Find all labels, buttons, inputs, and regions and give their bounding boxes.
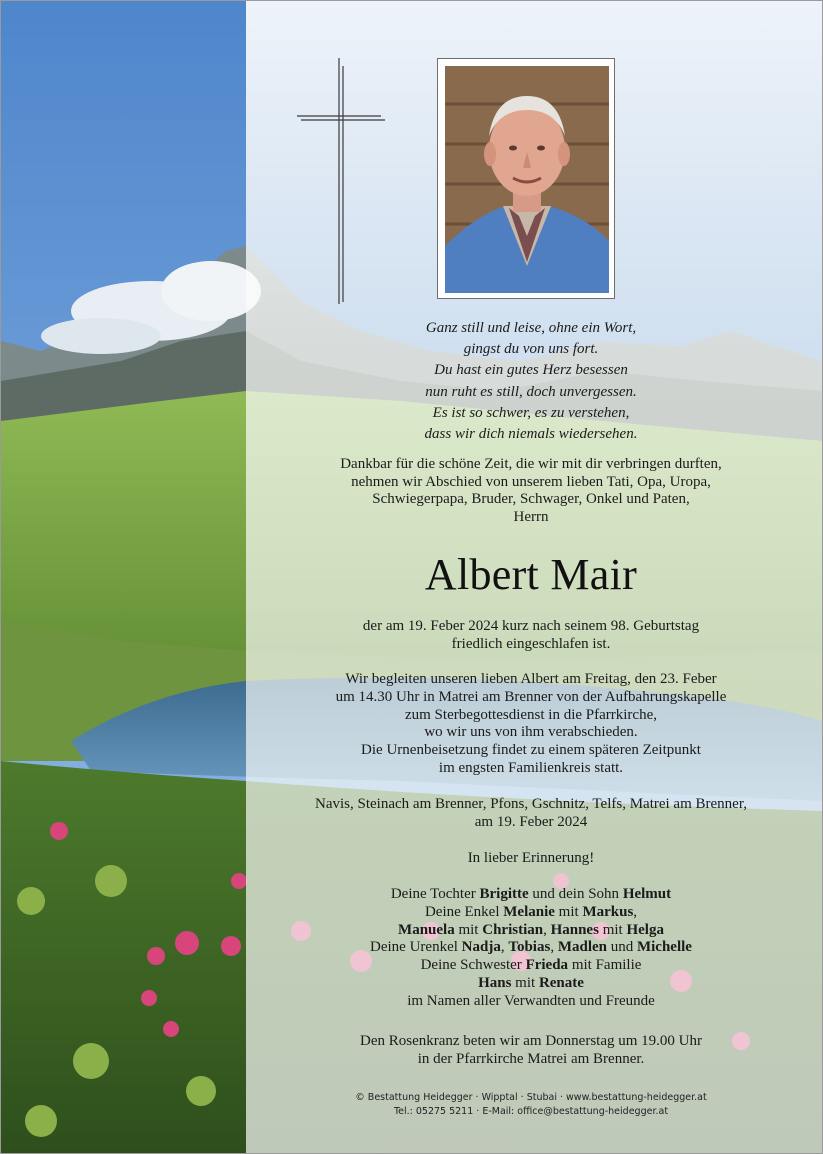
funeral-info bbox=[261, 671, 801, 778]
deceased-name: Albert Mair bbox=[424, 550, 638, 599]
funeral-info-line: zum Sterbegottesdienst in die Pfarrkirche, bbox=[404, 706, 657, 723]
mourner-line: Hans mit Renate bbox=[478, 974, 584, 991]
death-notice bbox=[261, 618, 801, 654]
mourners-list bbox=[261, 886, 801, 1011]
place-date bbox=[261, 796, 801, 832]
footer-line: © Bestattung Heidegger · Wipptal · Stubai · www.bestattung-heidegger.at bbox=[355, 1092, 707, 1103]
intro-line: nehmen wir Abschied von unserem lieben Tati, Opa, Uropa, bbox=[351, 473, 711, 490]
poem-line: gingst du von uns fort. bbox=[463, 341, 599, 358]
intro-line: Schwiegerpapa, Bruder, Schwager, Onkel und Paten, bbox=[372, 491, 690, 508]
rosary-line: in der Pfarrkirche Matrei am Brenner. bbox=[417, 1050, 645, 1067]
mourner-line: Deine Enkel Melanie mit Markus, bbox=[424, 903, 638, 920]
funeral-info-line: Wir begleiten unseren lieben Albert am Freitag, den 23. Feber bbox=[345, 671, 717, 687]
rosary-line: Den Rosenkranz beten wir am Donnerstag um 19.00 Uhr bbox=[360, 1033, 702, 1049]
intro-line: Dankbar für die schöne Zeit, die wir mit dir verbringen durften, bbox=[340, 456, 722, 472]
mourner-line: Deine Urenkel Nadja, Tobias, Madlen und Michelle bbox=[370, 939, 692, 956]
death-notice-line: der am 19. Feber 2024 kurz nach seinem 98. Geburtstag bbox=[362, 618, 700, 634]
funeral-info-line: im engsten Familienkreis statt. bbox=[438, 759, 624, 776]
latin-cross-icon bbox=[297, 58, 385, 304]
mourner-line: Deine Schwester Frieda mit Familie bbox=[420, 957, 642, 974]
death-notice-line: friedlich eingeschlafen ist. bbox=[451, 635, 611, 652]
portrait-image bbox=[445, 66, 609, 293]
footer-line: Tel.: 05275 5211 · E-Mail: office@bestattung-heidegger.at bbox=[393, 1106, 669, 1117]
mourner-line: Deine Tochter Brigitte und dein Sohn Helmut bbox=[390, 886, 672, 902]
rosary-notice bbox=[261, 1033, 801, 1069]
poem-line: Ganz still und leise, ohne ein Wort, bbox=[425, 320, 637, 336]
funeral-info-line: wo wir uns von ihm verabschieden. bbox=[424, 724, 638, 741]
poem-line: nun ruht es still, doch unvergessen. bbox=[425, 383, 637, 400]
intro-line: Herrn bbox=[513, 508, 549, 525]
mourner-line: Manuela mit Christian, Hannes mit Helga bbox=[398, 921, 664, 938]
funeral-info-line: Die Urnenbeisetzung findet zu einem späteren Zeitpunkt bbox=[361, 742, 701, 759]
funeral-home-footer bbox=[261, 1091, 801, 1119]
funeral-info-line: um 14.30 Uhr in Matrei am Brenner von der Aufbahrungskapelle bbox=[335, 688, 727, 705]
poem bbox=[261, 318, 801, 445]
intro-text bbox=[261, 456, 801, 526]
mourner-line: im Namen aller Verwandten und Freunde bbox=[407, 992, 655, 1009]
place-date-line: am 19. Feber 2024 bbox=[474, 813, 588, 830]
poem-line: Du hast ein gutes Herz besessen bbox=[434, 362, 628, 379]
memory-line: In lieber Erinnerung! bbox=[467, 850, 595, 866]
portrait-photo bbox=[437, 58, 615, 299]
poem-line: Es ist so schwer, es zu verstehen, bbox=[432, 404, 630, 421]
poem-line: dass wir dich niemals wiedersehen. bbox=[424, 426, 638, 443]
place-date-line: Navis, Steinach am Brenner, Pfons, Gschnitz, Telfs, Matrei am Brenner, bbox=[315, 796, 747, 812]
